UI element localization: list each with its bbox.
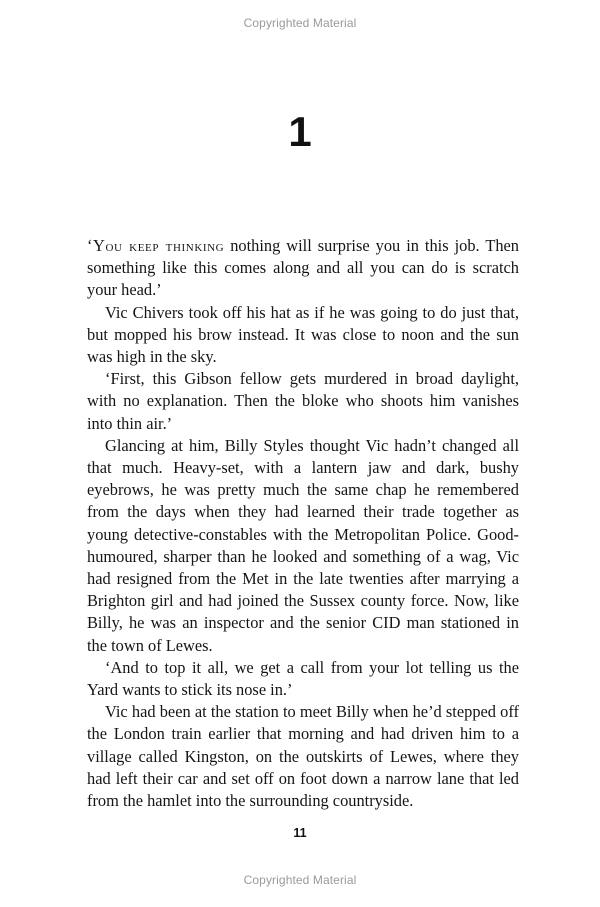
paragraph-4: Glancing at him, Billy Styles thought Vic hadn’t changed all that much. Heavy-set, with a lantern jaw and dark, bushy eyebrows, he was pretty much the same chap he remembered from the days when they had learned their trade together as young detective-constables with the Metropolitan Police. Good-humoured, sharper than he looked and something of a wag, Vic had resigned from the Met in the late twenties after marrying a Brighton girl and had joined the Sussex county force. Now, like Billy, he was an inspector and the senior CID man stationed in the town of Lewes. [87, 435, 519, 655]
copyright-watermark-top: Copyrighted Material [243, 16, 357, 30]
chapter-number: 1 [288, 108, 312, 155]
paragraph-1 [87, 235, 519, 302]
paragraph-3: ‘First, this Gibson fellow gets murdered in broad daylight, with no explanation. Then the bloke who shoots him vanishes into thin air.’ [87, 369, 519, 433]
page-number: 11 [293, 826, 307, 840]
paragraph-2: Vic Chivers took off his hat as if he was going to do just that, but mopped his brow instead. It was close to noon and the sun was high in the sky. [87, 302, 519, 367]
paragraph-5: ‘And to top it all, we get a call from your lot telling us the Yard wants to stick its nose in.’ [87, 657, 519, 700]
paragraph-1-text: nothing will surprise you in this job. Then something like this comes along and all you can do is scratch your head.’ [87, 236, 519, 300]
copyright-watermark-bottom: Copyrighted Material [243, 873, 357, 887]
opening-smallcaps: ‘You keep thinking [87, 236, 225, 255]
paragraph-6: Vic had been at the station to meet Billy when he’d stepped off the London train earlier that morning and had driven him to a village called Kingston, on the outskirts of Lewes, where they had left their car and set off on foot down a narrow lane that led from the hamlet into the surrounding countryside. [87, 702, 519, 811]
chapter-body [87, 235, 519, 812]
